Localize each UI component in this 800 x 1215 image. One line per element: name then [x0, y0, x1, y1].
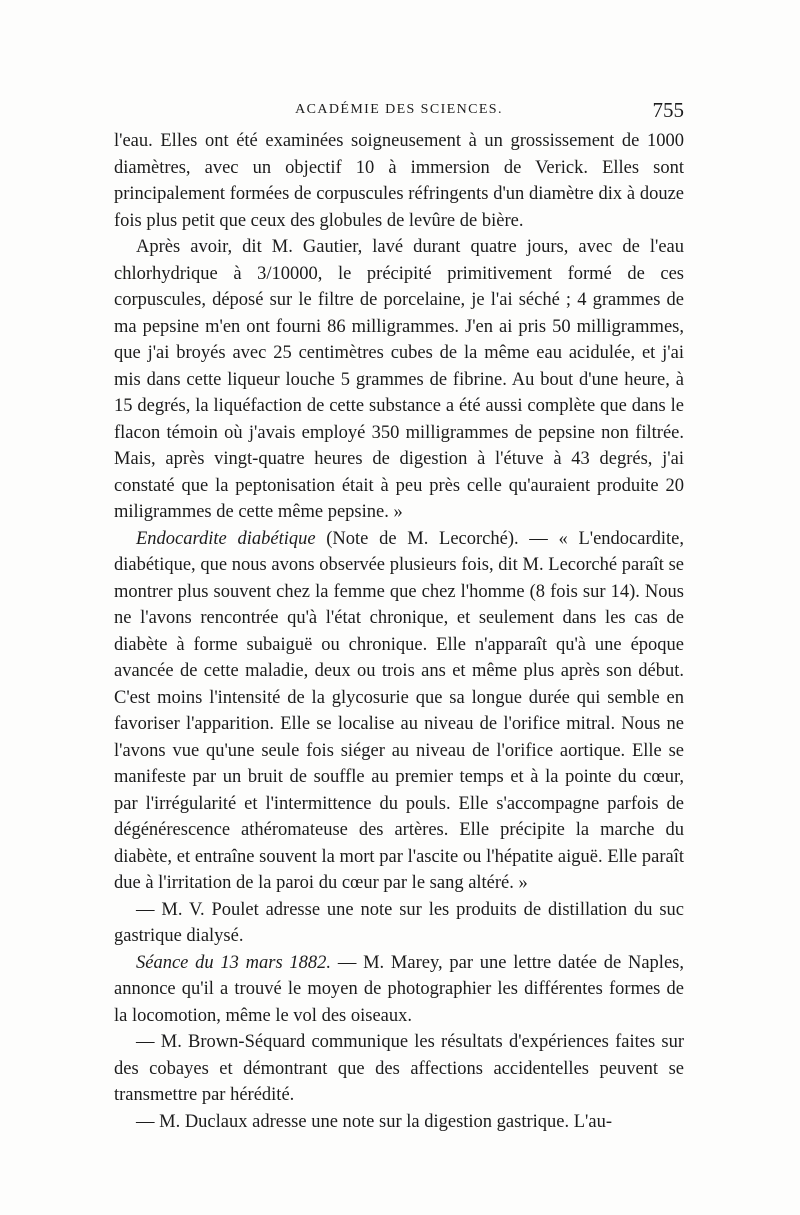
- paragraph-text: Après avoir, dit M. Gautier, lavé durant quatre jours, avec de l'eau chlorhydrique à 3/10000, le précipité primitivement formé de ces corpuscules, déposé sur le filtre de porcelaine, je l'ai séché ; 4 grammes de ma pepsine m'en ont fourni 86 milligrammes. J'en ai pris 50 milligrammes, que j'ai broyés avec 25 centimètres cubes de la même eau acidulée, et j'ai mis dans cette liqueur louche 5 grammes de fibrine. Au bout d'une heure, à 15 degrés, la liquéfaction de cette substance a été aussi complète que dans le flacon témoin où j'avais employé 350 milligrammes de pepsine non filtrée. Mais, après vingt-quatre heures de digestion à l'étuve à 43 degrés, j'ai constaté que la peptonisation était à peu près celle qu'auraient produite 20 miligrammes de cette même pepsine. »: [114, 237, 684, 522]
- paragraph-continuation: [114, 128, 684, 234]
- paragraph-text: — M. Marey, par une lettre datée de Naples, annonce qu'il a trouvé le moyen de photographier les différentes formes de la locomotion, même le vol des oiseaux.: [114, 952, 684, 1026]
- page-header: [114, 98, 684, 126]
- paragraph-text: l'eau. Elles ont été examinées soigneusement à un grossissement de 1000 diamètres, avec un objectif 10 à immersion de Verick. Elles sont principalement formées de corpuscules réfringents d'un diamètre dix à douze fois plus petit que ceux des globules de levûre de bière.: [114, 131, 684, 231]
- paragraph-endocardite: [114, 526, 684, 897]
- body-text: [114, 128, 684, 1135]
- paragraph-lead-italic: Séance du 13 mars 1882.: [136, 952, 332, 973]
- running-title: ACADÉMIE DES SCIENCES.: [295, 102, 503, 117]
- paragraph-brown-sequard: [114, 1029, 684, 1109]
- paragraph-gautier-experiment: [114, 234, 684, 526]
- paragraph-text: — M. V. Poulet adresse une note sur les produits de distillation du suc gastrique dialysé.: [114, 899, 684, 946]
- paragraph-poulet: [114, 897, 684, 950]
- paragraph-seance: [114, 950, 684, 1030]
- paragraph-text: — M. Duclaux adresse une note sur la digestion gastrique. L'au-: [136, 1111, 612, 1132]
- paragraph-text: — M. Brown-Séquard communique les résultats d'expériences faites sur des cobayes et démontrant que des affections accidentelles peuvent se transmettre par hérédité.: [114, 1032, 684, 1105]
- paragraph-text: (Note de M. Lecorché). — « L'endocardite, diabétique, que nous avons observée plusieurs fois, dit M. Lecorché paraît se montrer plus souvent chez la femme que chez l'homme (8 fois sur 14). Nous ne l'avons rencontrée qu'à l'état chronique, et seulement dans les cas de diabète à forme subaiguë ou chronique. Elle n'apparaît qu'à une époque avancée de cette maladie, deux ou trois ans et même plus après son début. C'est moins l'intensité de la glycosurie que sa longue durée qui semble en favoriser l'apparition. Elle se localise au niveau de l'orifice mitral. Nous ne l'avons vue qu'une seule fois siéger au niveau de l'orifice aortique. Elle se manifeste par un bruit de souffle au premier temps et à la pointe du cœur, par l'irrégularité et l'intermittence du pouls. Elle s'accompagne parfois de dégénérescence athéromateuse des artères. Elle précipite la marche du diabète, et entraîne souvent la mort par l'ascite ou l'hépatite aiguë. Elle paraît due à l'irritation de la paroi du cœur par le sang altéré. »: [114, 528, 684, 893]
- paragraph-duclaux: [114, 1109, 684, 1136]
- page-number: 755: [652, 98, 684, 122]
- paragraph-lead-italic: Endocardite diabétique: [136, 528, 316, 549]
